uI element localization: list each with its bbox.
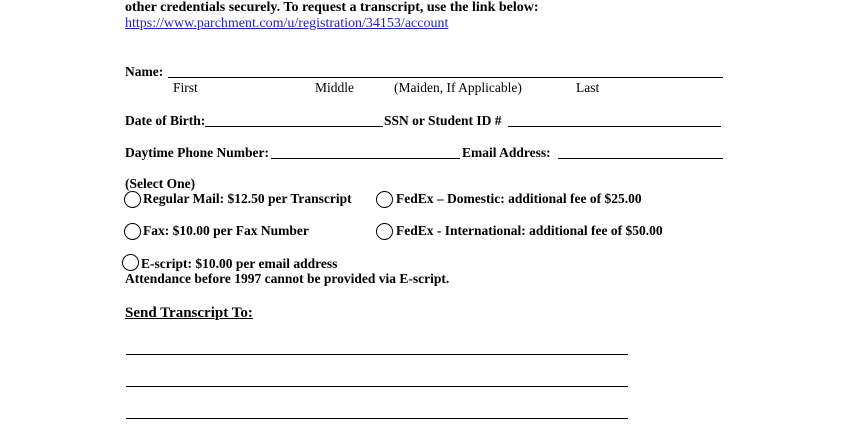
name-field[interactable] bbox=[168, 77, 723, 78]
name-middle-caption: Middle bbox=[315, 80, 354, 95]
fedex-international-label: FedEx - International: additional fee of $50.00 bbox=[396, 223, 663, 238]
select-one-label: (Select One) bbox=[125, 176, 196, 191]
intro-text: other credentials securely. To request a transcript, use the link below: bbox=[125, 0, 539, 15]
parchment-registration-link[interactable]: https://www.parchment.com/u/registration/34153/account bbox=[125, 16, 449, 31]
name-label: Name: bbox=[125, 64, 164, 79]
email-label: Email Address: bbox=[462, 145, 551, 160]
ssn-field[interactable] bbox=[508, 126, 721, 127]
name-maiden-caption: (Maiden, If Applicable) bbox=[394, 80, 522, 95]
address-line-2[interactable] bbox=[126, 386, 628, 387]
send-transcript-heading: Send Transcript To: bbox=[125, 305, 253, 321]
address-line-1[interactable] bbox=[126, 354, 628, 355]
regular-mail-label: Regular Mail: $12.50 per Transcript bbox=[143, 191, 352, 206]
email-field[interactable] bbox=[558, 158, 723, 159]
dob-label: Date of Birth: bbox=[125, 113, 206, 128]
address-line-3[interactable] bbox=[126, 418, 628, 419]
name-first-caption: First bbox=[173, 80, 198, 95]
escript-label: E-script: $10.00 per email address bbox=[141, 256, 338, 271]
ssn-label: SSN or Student ID # bbox=[384, 113, 502, 128]
fedex-domestic-label: FedEx – Domestic: additional fee of $25.00 bbox=[396, 191, 642, 206]
fedex-international-radio[interactable] bbox=[376, 223, 393, 240]
escript-note: Attendance before 1997 cannot be provided via E-script. bbox=[125, 271, 450, 286]
regular-mail-radio[interactable] bbox=[124, 191, 141, 208]
phone-field[interactable] bbox=[271, 158, 460, 159]
dob-field[interactable] bbox=[205, 126, 383, 127]
phone-label: Daytime Phone Number: bbox=[125, 145, 269, 160]
fax-radio[interactable] bbox=[124, 223, 141, 240]
name-last-caption: Last bbox=[576, 80, 600, 95]
fedex-domestic-radio[interactable] bbox=[376, 191, 393, 208]
fax-label: Fax: $10.00 per Fax Number bbox=[143, 223, 309, 238]
escript-radio[interactable] bbox=[122, 254, 139, 271]
